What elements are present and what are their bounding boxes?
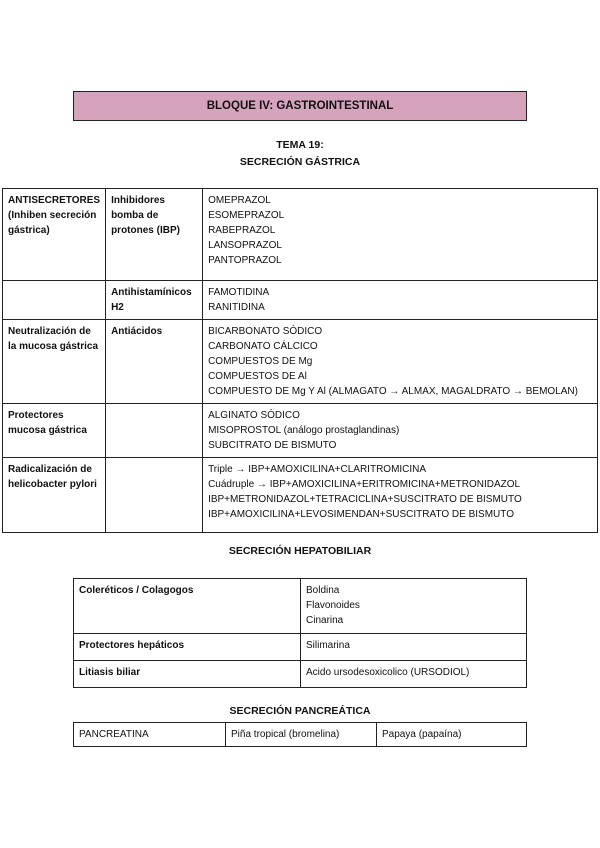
- group-cell: Litiasis biliar: [74, 661, 301, 688]
- hepato-table: [73, 578, 527, 688]
- pancreas-title: SECRECIÓN PANCREÁTICA: [229, 705, 371, 717]
- drug-item: Acido ursodesoxicolico (URSODIOL): [306, 667, 470, 678]
- drug-item: ALGINATO SÓDICO: [208, 410, 300, 421]
- tema-title: SECRECIÓN GÁSTRICA: [239, 156, 361, 168]
- drugs-cell: [301, 661, 527, 688]
- subgroup-cell: [106, 404, 203, 458]
- hepato-title: SECRECIÓN HEPATOBILIAR: [228, 545, 372, 557]
- pancreas-table: [73, 722, 527, 747]
- table-cell: PANCREATINA: [74, 723, 226, 747]
- table-cell: Papaya (papaína): [377, 723, 527, 747]
- table-row: [3, 281, 598, 320]
- drug-item: PANTOPRAZOL: [208, 255, 282, 266]
- drugs-cell: [203, 458, 598, 533]
- drugs-cell: [203, 189, 598, 281]
- table-row: [3, 404, 598, 458]
- drug-item: IBP+METRONIDAZOL+TETRACICLINA+SUSCITRATO DE BISMUTO: [208, 494, 522, 505]
- drugs-cell: [203, 404, 598, 458]
- tema-number: TEMA 19:: [276, 139, 324, 151]
- drug-item: Flavonoides: [306, 600, 360, 611]
- drug-item: ESOMEPRAZOL: [208, 210, 285, 221]
- table-row: [3, 320, 598, 404]
- drugs-cell: [301, 579, 527, 634]
- drug-item: BICARBONATO SÓDICO: [208, 326, 323, 337]
- table-row: [74, 661, 527, 688]
- drug-item: RANITIDINA: [208, 302, 265, 313]
- drugs-cell: [203, 320, 598, 404]
- block-header: BLOQUE IV: GASTROINTESTINAL: [73, 91, 527, 121]
- group-cell: [3, 281, 106, 320]
- drug-item: MISOPROSTOL (análogo prostaglandinas): [208, 425, 400, 436]
- drug-item: FAMOTIDINA: [208, 287, 270, 298]
- table-row: [74, 723, 527, 747]
- drugs-cell: [301, 634, 527, 661]
- drug-item: RABEPRAZOL: [208, 225, 276, 236]
- drug-item: COMPUESTOS DE Al: [208, 371, 307, 382]
- group-cell: Protectores mucosa gástrica: [3, 404, 106, 458]
- subgroup-cell: Antihistamínicos H2: [106, 281, 203, 320]
- group-cell: Radicalización de helicobacter pylori: [3, 458, 106, 533]
- drug-item: Cuádruple → IBP+AMOXICILINA+ERITROMICINA+METRONIDAZOL: [208, 479, 521, 490]
- drug-item: CARBONATO CÁLCICO: [208, 341, 318, 352]
- group-cell: Coleréticos / Colagogos: [74, 579, 301, 634]
- drugs-cell: [203, 281, 598, 320]
- group-cell: ANTISECRETORES (Inhiben secreción gástrica): [3, 189, 106, 281]
- drug-item: OMEPRAZOL: [208, 195, 271, 206]
- table-cell: Piña tropical (bromelina): [226, 723, 377, 747]
- drug-item: COMPUESTOS DE Mg: [208, 356, 313, 367]
- group-cell: Neutralización de la mucosa gástrica: [3, 320, 106, 404]
- table-row: [3, 189, 598, 281]
- table-row: [74, 634, 527, 661]
- drug-item: Boldina: [306, 585, 340, 596]
- drug-item: LANSOPRAZOL: [208, 240, 282, 251]
- drug-item: Cinarina: [306, 615, 344, 626]
- drug-item: Silimarina: [306, 640, 350, 651]
- subgroup-cell: Antiácidos: [106, 320, 203, 404]
- subgroup-cell: Inhibidores bomba de protones (IBP): [106, 189, 203, 281]
- group-cell: Protectores hepáticos: [74, 634, 301, 661]
- table-row: [74, 579, 527, 634]
- drug-item: Triple → IBP+AMOXICILINA+CLARITROMICINA: [208, 464, 427, 475]
- subgroup-cell: [106, 458, 203, 533]
- gastric-table: [2, 188, 598, 533]
- drug-item: IBP+AMOXICILINA+LEVOSIMENDAN+SUSCITRATO DE BISMUTO: [208, 509, 514, 520]
- table-row: [3, 458, 598, 533]
- drug-item: COMPUESTO DE Mg Y Al (ALMAGATO → ALMAX, MAGALDRATO → BEMOLAN): [208, 386, 578, 397]
- drug-item: SUBCITRATO DE BISMUTO: [208, 440, 337, 451]
